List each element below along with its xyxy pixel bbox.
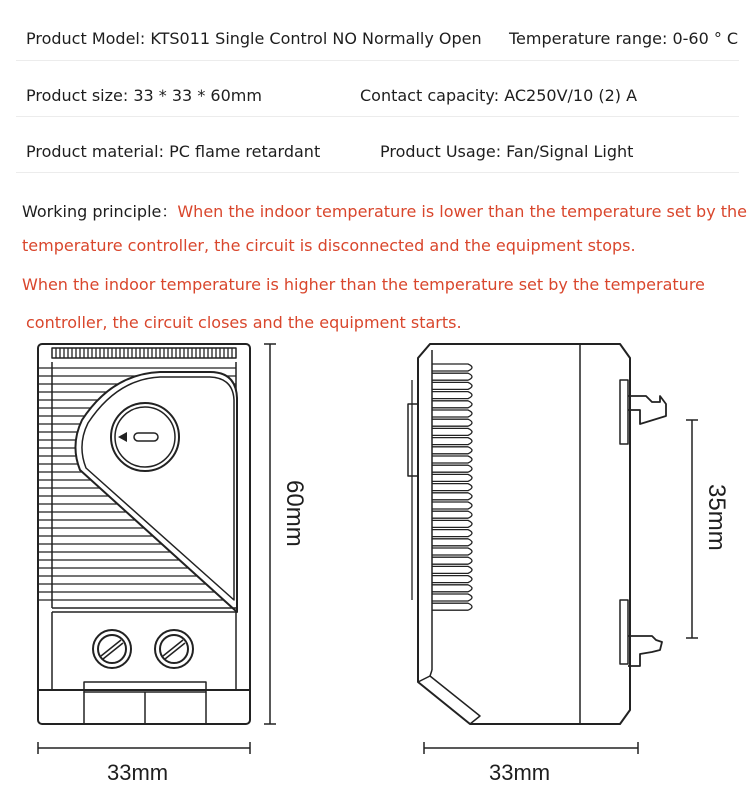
din-clip-top	[620, 380, 666, 444]
side-fin	[432, 548, 472, 555]
working-principle-label: Working principle：	[22, 202, 178, 221]
side-fin	[432, 585, 472, 592]
dimension-rail-spacing: 35mm	[703, 484, 730, 551]
side-fin	[432, 410, 472, 417]
side-fin	[432, 428, 472, 435]
side-fin	[432, 465, 472, 472]
side-fin	[432, 594, 472, 601]
side-fin	[432, 539, 472, 546]
side-fin	[432, 456, 472, 463]
spec-material: Product material: PC flame retardant	[26, 142, 321, 161]
side-fin	[432, 511, 472, 518]
dimension-side-width: 33mm	[489, 760, 551, 785]
side-knob-bump	[408, 404, 418, 476]
spec-usage: Product Usage: Fan/Signal Light	[380, 142, 634, 161]
dimension-front-height: 60mm	[281, 480, 308, 547]
working-principle-line3: When the indoor temperature is higher than the temperature set by the temperature	[22, 275, 705, 294]
side-fin	[432, 576, 472, 583]
side-fin	[432, 566, 472, 573]
side-fin	[432, 502, 472, 509]
side-fin	[432, 373, 472, 380]
working-principle-line4: controller, the circuit closes and the equipment starts.	[26, 313, 462, 332]
side-fin	[432, 484, 472, 491]
side-fin	[432, 530, 472, 537]
side-fin	[432, 557, 472, 564]
spec-temperature-range: Temperature range: 0-60 ° C	[509, 29, 739, 48]
side-fin	[432, 603, 472, 610]
spec-contact-capacity: Contact capacity: AC250V/10 (2) A	[360, 86, 638, 105]
spec-size: Product size: 33 * 33 * 60mm	[26, 86, 262, 105]
spec-model: Product Model: KTS011 Single Control NO Normally Open	[26, 29, 482, 48]
screw-icon	[155, 630, 193, 668]
side-fin	[432, 392, 472, 399]
dimension-front-width: 33mm	[107, 760, 169, 785]
working-principle-text: When the indoor temperature is lower than the temperature set by the	[177, 202, 748, 221]
side-fin	[432, 493, 472, 500]
side-fin	[432, 382, 472, 389]
din-clip-bottom	[620, 600, 662, 666]
side-fin	[432, 474, 472, 481]
side-fin	[432, 447, 472, 454]
side-view	[408, 344, 666, 724]
front-view	[38, 344, 250, 724]
side-fin	[432, 419, 472, 426]
side-fin	[432, 401, 472, 408]
side-fin	[432, 364, 472, 371]
side-fin	[432, 520, 472, 527]
side-fin	[432, 438, 472, 445]
screw-icon	[93, 630, 131, 668]
working-principle-line2: temperature controller, the circuit is disconnected and the equipment stops.	[22, 236, 636, 255]
